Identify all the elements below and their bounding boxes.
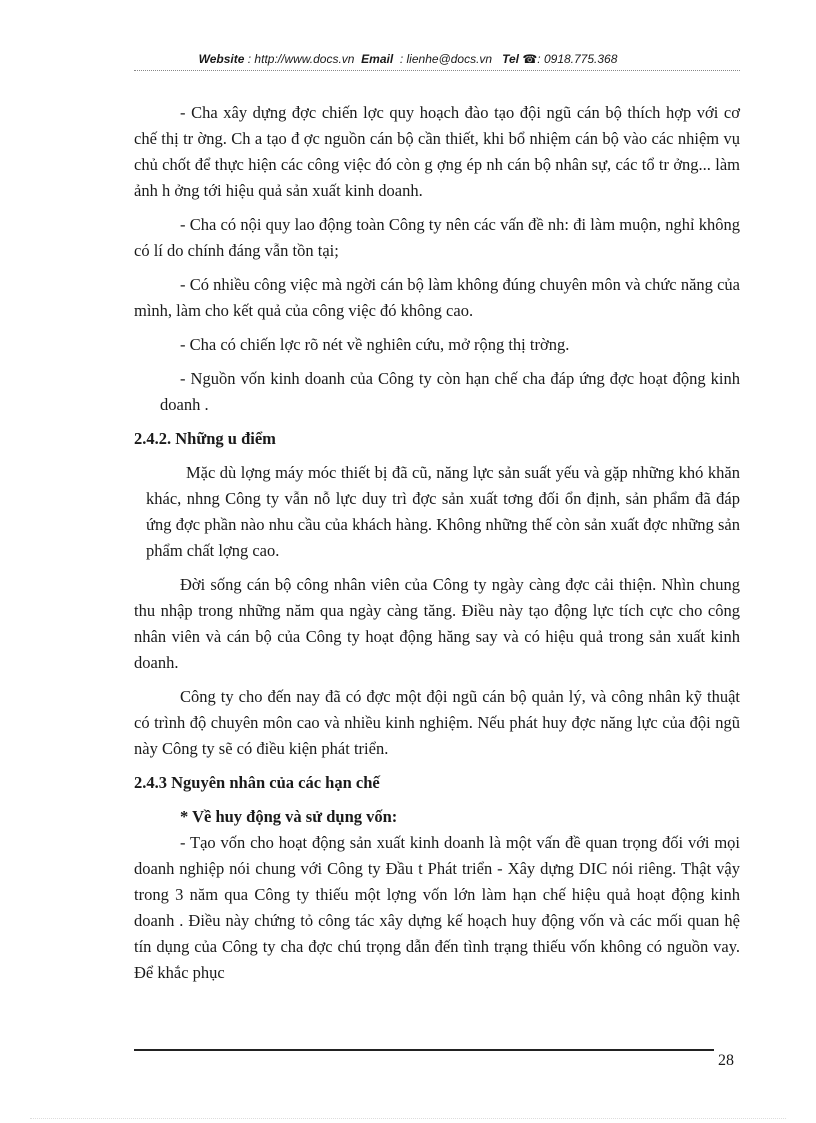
section-heading-2-4-3: 2.4.3 Nguyên nhân của các hạn chế <box>134 773 380 792</box>
website-label: Website <box>198 52 245 66</box>
website-url[interactable]: : http://www.docs.vn <box>247 52 355 66</box>
paragraph-3: - Có nhiều công việc mà ngời cán bộ làm không đúng chuyên môn và chức năng của mình, làm cho kết quả của công việc đó không cao. <box>134 275 740 320</box>
paragraph-6: Mặc dù lợng máy móc thiết bị đã cũ, năng lực sản suất yếu và gặp những khó khăn khác, nhng Công ty vẫn nỗ lực duy trì đợc sản xuất tơng đối ổn định, sản phẩm đã đáp ứng đợc phần nào nhu cầu của khách hàng. Không những thế còn sản xuất đợc những sản phẩm chất lợng cao. <box>146 463 740 560</box>
paragraph-8: Công ty cho đến nay đã có đợc một đội ngũ cán bộ quản lý, và công nhân kỹ thuật có trình độ chuyên môn cao và nhiều kinh nghiệm. Nếu phát huy đợc năng lực của đội ngũ này Công ty sẽ có điều kiện phát triển. <box>134 687 740 758</box>
paragraph-9: - Tạo vốn cho hoạt động sản xuất kinh doanh là một vấn đề quan trọng đối với mọi doanh nghiệp nói chung với Công ty Đầu t Phát triển - Xây dựng DIC nói riêng. Thật vậy trong 3 năm qua Công ty thiếu một lợng vốn lớn làm hạn chế hiệu quả hoạt động kinh doanh . Điều này chứng tỏ công tác xây dựng kế hoạch huy động vốn và các mối quan hệ tín dụng của Công ty cha đợc chú trọng dẫn đến tình trạng thiếu vốn không có nguồn vay. Để khắc phục <box>134 833 740 982</box>
email-address[interactable]: : lienhe@docs.vn <box>399 52 493 66</box>
subheading-capital: * Về huy động và sử dụng vốn: <box>180 807 398 826</box>
tel-number: : 0918.775.368 <box>537 52 618 66</box>
paragraph-4: - Cha có chiến lợc rõ nét về nghiên cứu, mở rộng thị trờng. <box>180 335 570 354</box>
page-body <box>134 100 740 994</box>
page-bottom-border <box>30 1118 786 1119</box>
phone-icon: ☎ <box>522 52 538 66</box>
footer-divider <box>134 1049 714 1051</box>
paragraph-7: Đời sống cán bộ công nhân viên của Công ty ngày càng đợc cải thiện. Nhìn chung thu nhập trong những năm qua ngày càng tăng. Điều này tạo động lực tích cực cho công nhân viên và cán bộ của Công ty hoạt động hăng say và có hiệu quả trong sản xuất kinh doanh. <box>134 575 740 672</box>
header-divider <box>134 70 740 71</box>
email-label: Email <box>361 52 394 66</box>
page-header <box>0 52 816 66</box>
tel-label: Tel <box>502 52 519 66</box>
section-heading-2-4-2: 2.4.2. Những u điểm <box>134 429 276 448</box>
paragraph-1: - Cha xây dựng đợc chiến lợc quy hoạch đào tạo đội ngũ cán bộ thích hợp với cơ chế thị tr ờng. Ch a tạo đ ợc nguồn cán bộ cần thiết, khi bổ nhiệm cán bộ vào các nhiệm vụ chủ chốt để thực hiện các công việc đó còn g ợng ép nh cán bộ nhân sự, các tổ tr ởng... làm ảnh h ởng tới hiệu quả sản xuất kinh doanh. <box>134 103 740 200</box>
paragraph-5: - Nguồn vốn kinh doanh của Công ty còn hạn chế cha đáp ứng đợc hoạt động kinh doanh . <box>160 369 740 414</box>
paragraph-2: - Cha có nội quy lao động toàn Công ty nên các vấn đề nh: đi làm muộn, nghỉ không có lí do chính đáng vẫn tồn tại; <box>134 215 740 260</box>
page-number: 28 <box>718 1052 734 1069</box>
